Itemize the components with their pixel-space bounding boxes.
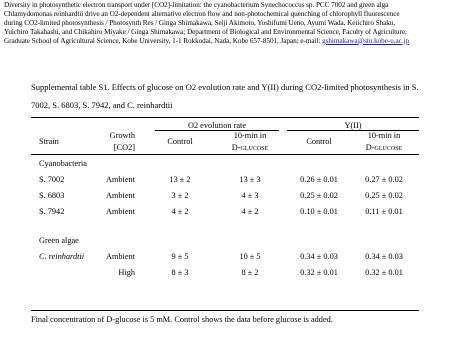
col-o2-10min: 10-min in <box>233 131 267 140</box>
col-growth: Growth <box>109 131 135 140</box>
row-o2-glucose: 13 ± 3 <box>239 175 261 184</box>
group-o2-evolution: O2 evolution rate <box>187 121 247 130</box>
row-y-glucose: 0.11 ± 0.01 <box>365 207 403 216</box>
row-strain: S. 6803 <box>39 191 65 200</box>
col-y-10min: 10-min in <box>367 131 401 140</box>
row-strain: S. 7942 <box>39 207 65 216</box>
col-o2-glucose: D-glucose <box>231 143 269 152</box>
citation-line-1: Diversity in photosynthetic electron transport under [CO2]-limitation: the cyanobacterium Synechococcus sp. PCC 7002 and green alga <box>4 1 389 9</box>
citation-line-5 <box>4 37 447 46</box>
section-green-algae: Green algae <box>39 236 79 245</box>
table-footnote: Final concentration of D-glucose is 5 mM. Control shows the data before glucose is added. <box>31 315 333 324</box>
row-y-glucose: 0.27 ± 0.02 <box>365 175 403 184</box>
col-strain: Strain <box>39 137 59 146</box>
row-growth: High <box>118 268 135 277</box>
row-growth: Ambient <box>105 175 135 184</box>
row-y-glucose: 0.34 ± 0.03 <box>365 252 403 261</box>
row-growth: Ambient <box>105 252 135 261</box>
table-top-rule <box>31 117 419 118</box>
row-y-control: 0.32 ± 0.01 <box>300 268 338 277</box>
row-y-glucose: 0.25 ± 0.02 <box>365 191 403 200</box>
row-growth: Ambient <box>105 191 135 200</box>
row-o2-control: 8 ± 3 <box>171 268 189 277</box>
col-o2-control: Control <box>167 137 193 146</box>
header-bottom-rule <box>31 154 419 155</box>
row-o2-glucose: 4 ± 2 <box>241 207 259 216</box>
row-strain: S. 7002 <box>39 175 65 184</box>
row-o2-control: 13 ± 2 <box>169 175 191 184</box>
citation-line-3: during CO2-limited photosynthesis / Photosynth Res / Ginga Shimakawa, Seiji Akimoto, Yoshifumi Ueno, Ayumi Wada, Keiichiro Shaku, <box>4 18 396 27</box>
affiliation-text: Graduate School of Agricultural Science, Kobe University, 1-1 Rokkodai, Nada, Kobe 657-8501, Japan; e-mail: <box>4 36 321 45</box>
caption-line-1: Supplemental table S1. Effects of glucose on O2 evolution rate and Y(II) during CO2-limited photosynthesis in S. <box>31 82 419 92</box>
group-yii: Y(II) <box>344 121 362 130</box>
email-link[interactable]: gshimakawa@stu.kobe-u.ac.jp <box>322 36 409 45</box>
row-o2-glucose: 8 ± 2 <box>241 268 259 277</box>
table-bottom-rule <box>31 310 419 311</box>
row-y-control: 0.26 ± 0.01 <box>300 175 338 184</box>
caption-line-2: 7002, S. 6803, S. 7942, and C. reinhardtii <box>31 99 173 110</box>
row-o2-control: 3 ± 2 <box>171 191 189 200</box>
table-caption <box>31 79 431 114</box>
row-o2-control: 9 ± 5 <box>171 252 189 261</box>
col-y-glucose: D-glucose <box>365 143 403 152</box>
row-growth: Ambient <box>105 207 135 216</box>
section-cyanobacteria: Cyanobacteria <box>39 159 87 168</box>
row-y-control: 0.25 ± 0.02 <box>300 191 338 200</box>
citation-line-4: Yuichiro Takahashi, and Chikahiro Miyake / Ginga Shimakawa; Department of Biological and Environmental Science, Faculty of Agriculture, <box>4 27 407 36</box>
col-y-control: Control <box>306 137 332 146</box>
row-o2-glucose: 10 ± 5 <box>239 252 261 261</box>
row-y-control: 0.10 ± 0.01 <box>300 207 338 216</box>
row-o2-control: 4 ± 2 <box>171 207 189 216</box>
row-y-control: 0.34 ± 0.03 <box>300 252 338 261</box>
row-y-glucose: 0.32 ± 0.01 <box>365 268 403 277</box>
citation-line-2: Chlamydomonas reinhardtii drive an O2-dependent alternative electron flow and non-photochemical quenching of chlorophyll fluorescence <box>4 9 400 18</box>
col-growth-co2: [CO2] <box>113 143 135 152</box>
row-o2-glucose: 4 ± 3 <box>241 191 259 200</box>
citation-header <box>4 1 447 46</box>
row-strain: C. reinhardtii <box>39 252 85 261</box>
